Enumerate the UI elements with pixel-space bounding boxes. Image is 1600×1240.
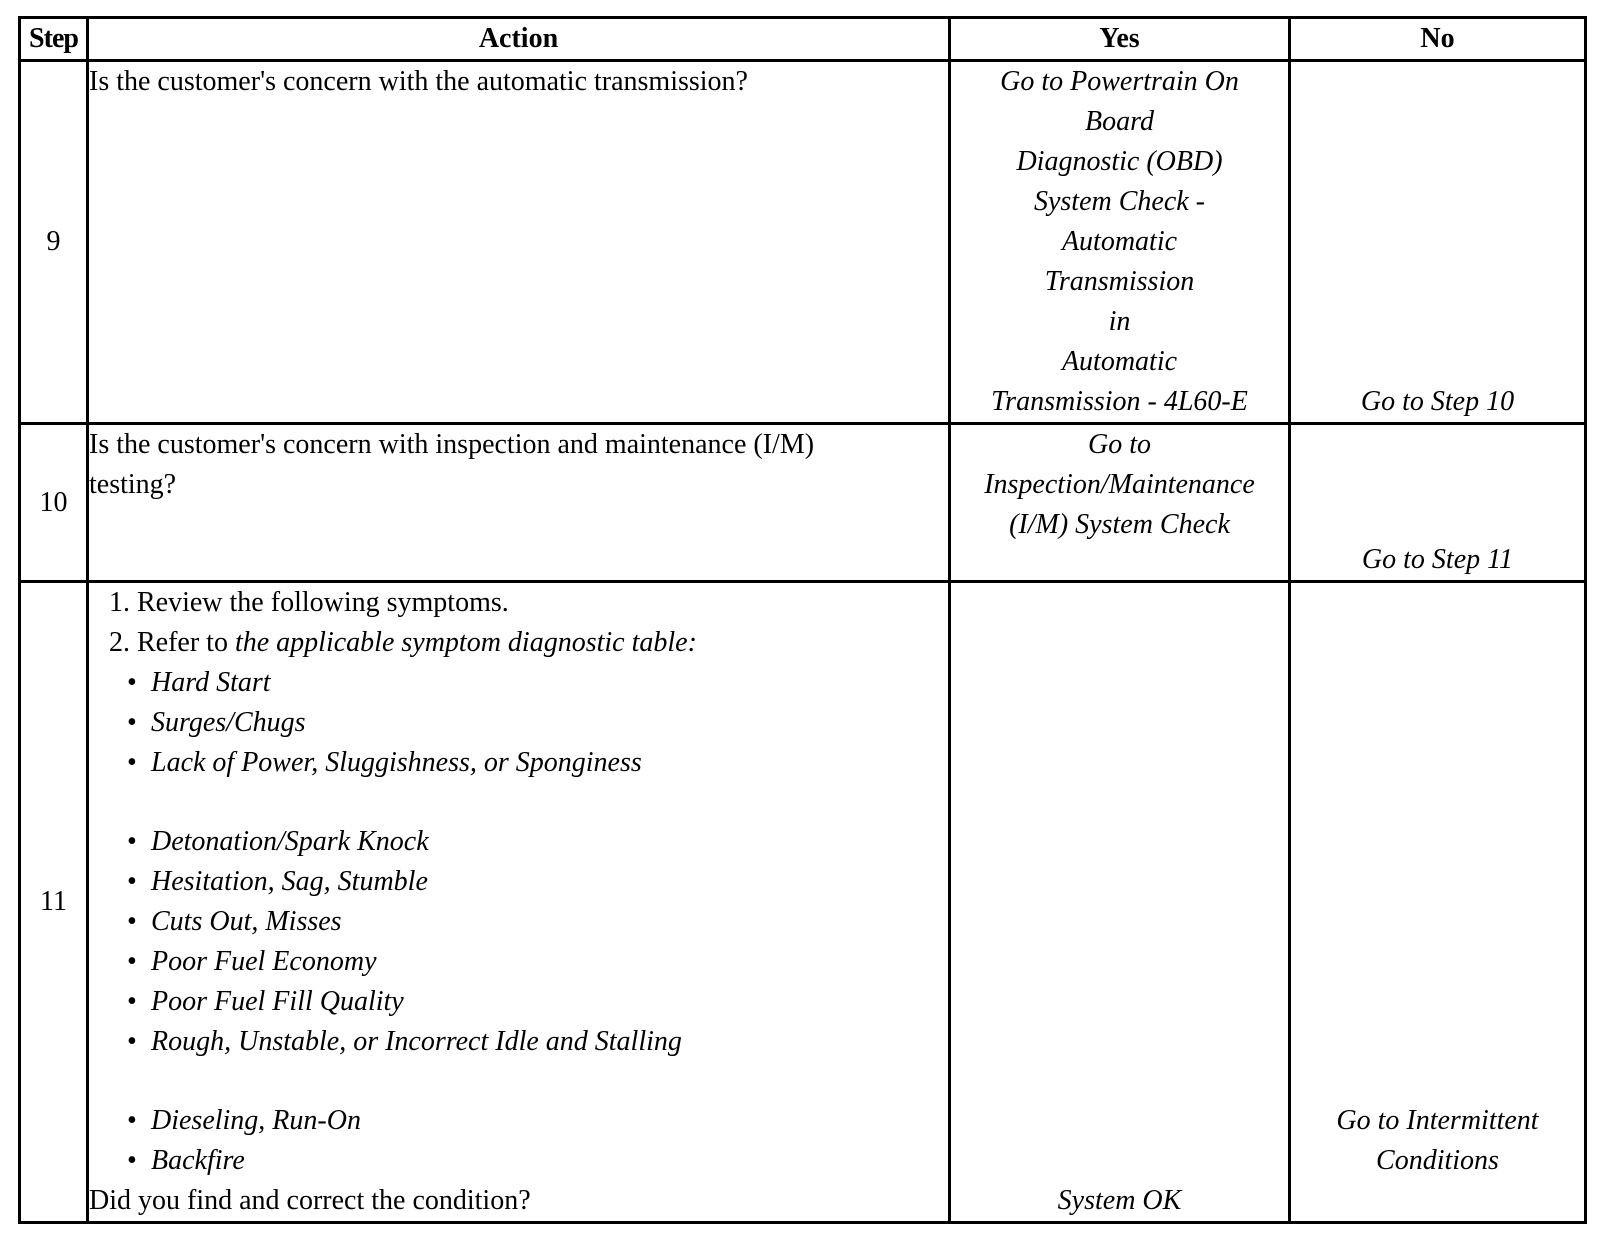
symptom-item: • Poor Fuel Fill Quality — [127, 982, 948, 1022]
header-no: No — [1290, 18, 1586, 61]
yes-line: Automatic — [1061, 346, 1178, 377]
yes-line: Board — [1085, 106, 1154, 137]
step-number: 10 — [20, 424, 88, 582]
action-text: testing? — [89, 469, 177, 500]
no-text: Go to Step 10 — [1360, 386, 1515, 417]
yes-cell — [950, 582, 1290, 1223]
symptom-item: • Detonation/Spark Knock — [127, 822, 948, 862]
instruction-prefix: 2. Refer to — [109, 627, 235, 658]
instruction-list — [89, 583, 948, 663]
symptom-item: • Poor Fuel Economy — [127, 942, 948, 982]
yes-line: Go to — [1088, 429, 1151, 460]
no-line: Conditions — [1376, 1145, 1499, 1176]
step-number: 11 — [20, 582, 88, 1223]
action-cell — [88, 61, 950, 424]
symptom-item: • Backfire — [127, 1141, 948, 1181]
yes-line: (I/M) System Check — [1009, 509, 1230, 540]
yes-text: System OK — [1057, 1185, 1182, 1216]
diagnostic-table-page — [18, 16, 1587, 1224]
final-question: Did you find and correct the condition? — [89, 1185, 531, 1216]
action-text: Is the customer's concern with the automatic transmission? — [89, 66, 748, 97]
header-action: Action — [88, 18, 950, 61]
no-cell — [1290, 582, 1586, 1223]
yes-line: System Check - — [1033, 186, 1206, 217]
yes-line: Inspection/Maintenance — [984, 469, 1255, 500]
step-number: 9 — [20, 61, 88, 424]
no-line: Go to Intermittent — [1336, 1105, 1539, 1136]
symptom-item: • Hesitation, Sag, Stumble — [127, 862, 948, 902]
diagnostic-table — [18, 16, 1587, 1224]
table-row-step-9 — [20, 61, 1586, 424]
no-cell — [1290, 61, 1586, 424]
yes-line: Transmission — [1044, 266, 1195, 297]
header-step: Step — [20, 18, 88, 61]
symptom-item: • Dieseling, Run-On — [127, 1101, 948, 1141]
yes-line: Transmission - 4L60-E — [991, 386, 1248, 417]
symptom-item: • Lack of Power, Sluggishness, or Sponginess — [127, 743, 948, 783]
table-row-step-10 — [20, 424, 1586, 582]
symptom-item: • Hard Start — [127, 663, 948, 703]
symptom-item: • Rough, Unstable, or Incorrect Idle and Stalling — [127, 1022, 948, 1062]
no-text: Go to Step 11 — [1361, 544, 1514, 575]
yes-cell — [950, 424, 1290, 582]
no-line-spacer — [1291, 1181, 1584, 1221]
action-cell — [88, 424, 950, 582]
instruction-item: 1. Review the following symptoms. — [109, 587, 509, 618]
no-cell — [1290, 424, 1586, 582]
yes-line: Automatic — [1061, 226, 1178, 257]
table-row-step-11 — [20, 582, 1586, 1223]
yes-line: Diagnostic (OBD) — [1016, 146, 1223, 177]
symptom-list — [89, 663, 948, 1181]
symptom-table-reference: the applicable symptom diagnostic table: — [234, 627, 697, 658]
yes-line: in — [1108, 306, 1131, 337]
action-text: Is the customer's concern with inspection and maintenance (I/M) — [89, 429, 815, 460]
action-cell — [88, 582, 950, 1223]
yes-cell — [950, 61, 1290, 424]
header-yes: Yes — [950, 18, 1290, 61]
yes-line: Go to Powertrain On — [1000, 66, 1239, 97]
symptom-item: • Surges/Chugs — [127, 703, 948, 743]
symptom-item: • Cuts Out, Misses — [127, 902, 948, 942]
instruction-item — [109, 623, 948, 663]
header-row — [20, 18, 1586, 61]
